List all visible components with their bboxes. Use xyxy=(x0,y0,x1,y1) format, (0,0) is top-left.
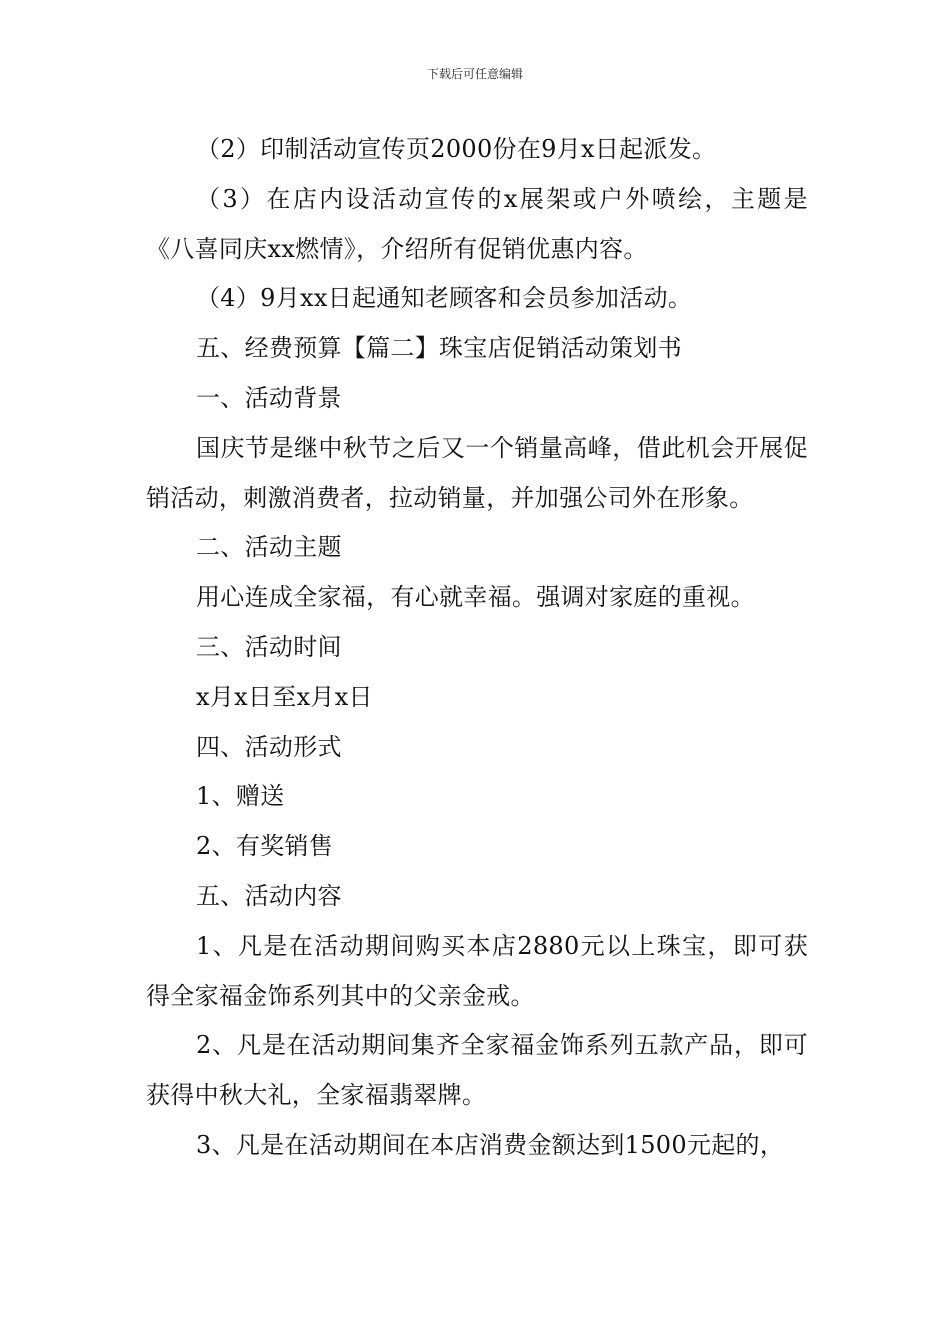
paragraph-content-3: 3、凡是在活动期间在本店消费金额达到1500元起的， xyxy=(196,1130,785,1159)
paragraph-theme: 用心连成全家福，有心就幸福。强调对家庭的重视。 xyxy=(196,583,755,612)
list-item-prize-sales: 2、有奖销售 xyxy=(196,832,334,861)
section-heading-budget: 五、经费预算【篇二】珠宝店促销活动策划书 xyxy=(196,334,682,363)
paragraph-content-1: 1、凡是在活动期间购买本店2880元以上珠宝，即可获得全家福金饰系列其中的父亲金戒。 xyxy=(146,931,808,1010)
page-header: 下载后可任意编辑 xyxy=(426,67,523,81)
section-heading-theme: 二、活动主题 xyxy=(196,533,342,562)
paragraph-print-flyers: （2）印制活动宣传页2000份在9月x日起派发。 xyxy=(196,135,717,163)
document-body xyxy=(146,125,808,1171)
section-heading-background: 一、活动背景 xyxy=(196,383,342,412)
section-heading-time: 三、活动时间 xyxy=(196,632,342,661)
paragraph-display-stand: （3）在店内设活动宣传的x展架或户外喷绘，主题是《八喜同庆xx燃情》，介绍所有促销优惠内容。 xyxy=(146,184,808,263)
paragraph-notify-customers: （4）9月xx日起通知老顾客和会员参加活动。 xyxy=(196,284,693,313)
section-heading-format: 四、活动形式 xyxy=(196,732,342,761)
section-heading-content: 五、活动内容 xyxy=(196,881,342,910)
paragraph-content-2: 2、凡是在活动期间集齐全家福金饰系列五款产品，即可获得中秋大礼，全家福翡翠牌。 xyxy=(146,1031,808,1110)
paragraph-background: 国庆节是继中秋节之后又一个销量高峰，借此机会开展促销活动，刺激消费者，拉动销量，并加强公司外在形象。 xyxy=(146,433,808,512)
list-item-gift: 1、赠送 xyxy=(196,782,285,811)
paragraph-time: x月x日至x月x日 xyxy=(196,682,373,711)
